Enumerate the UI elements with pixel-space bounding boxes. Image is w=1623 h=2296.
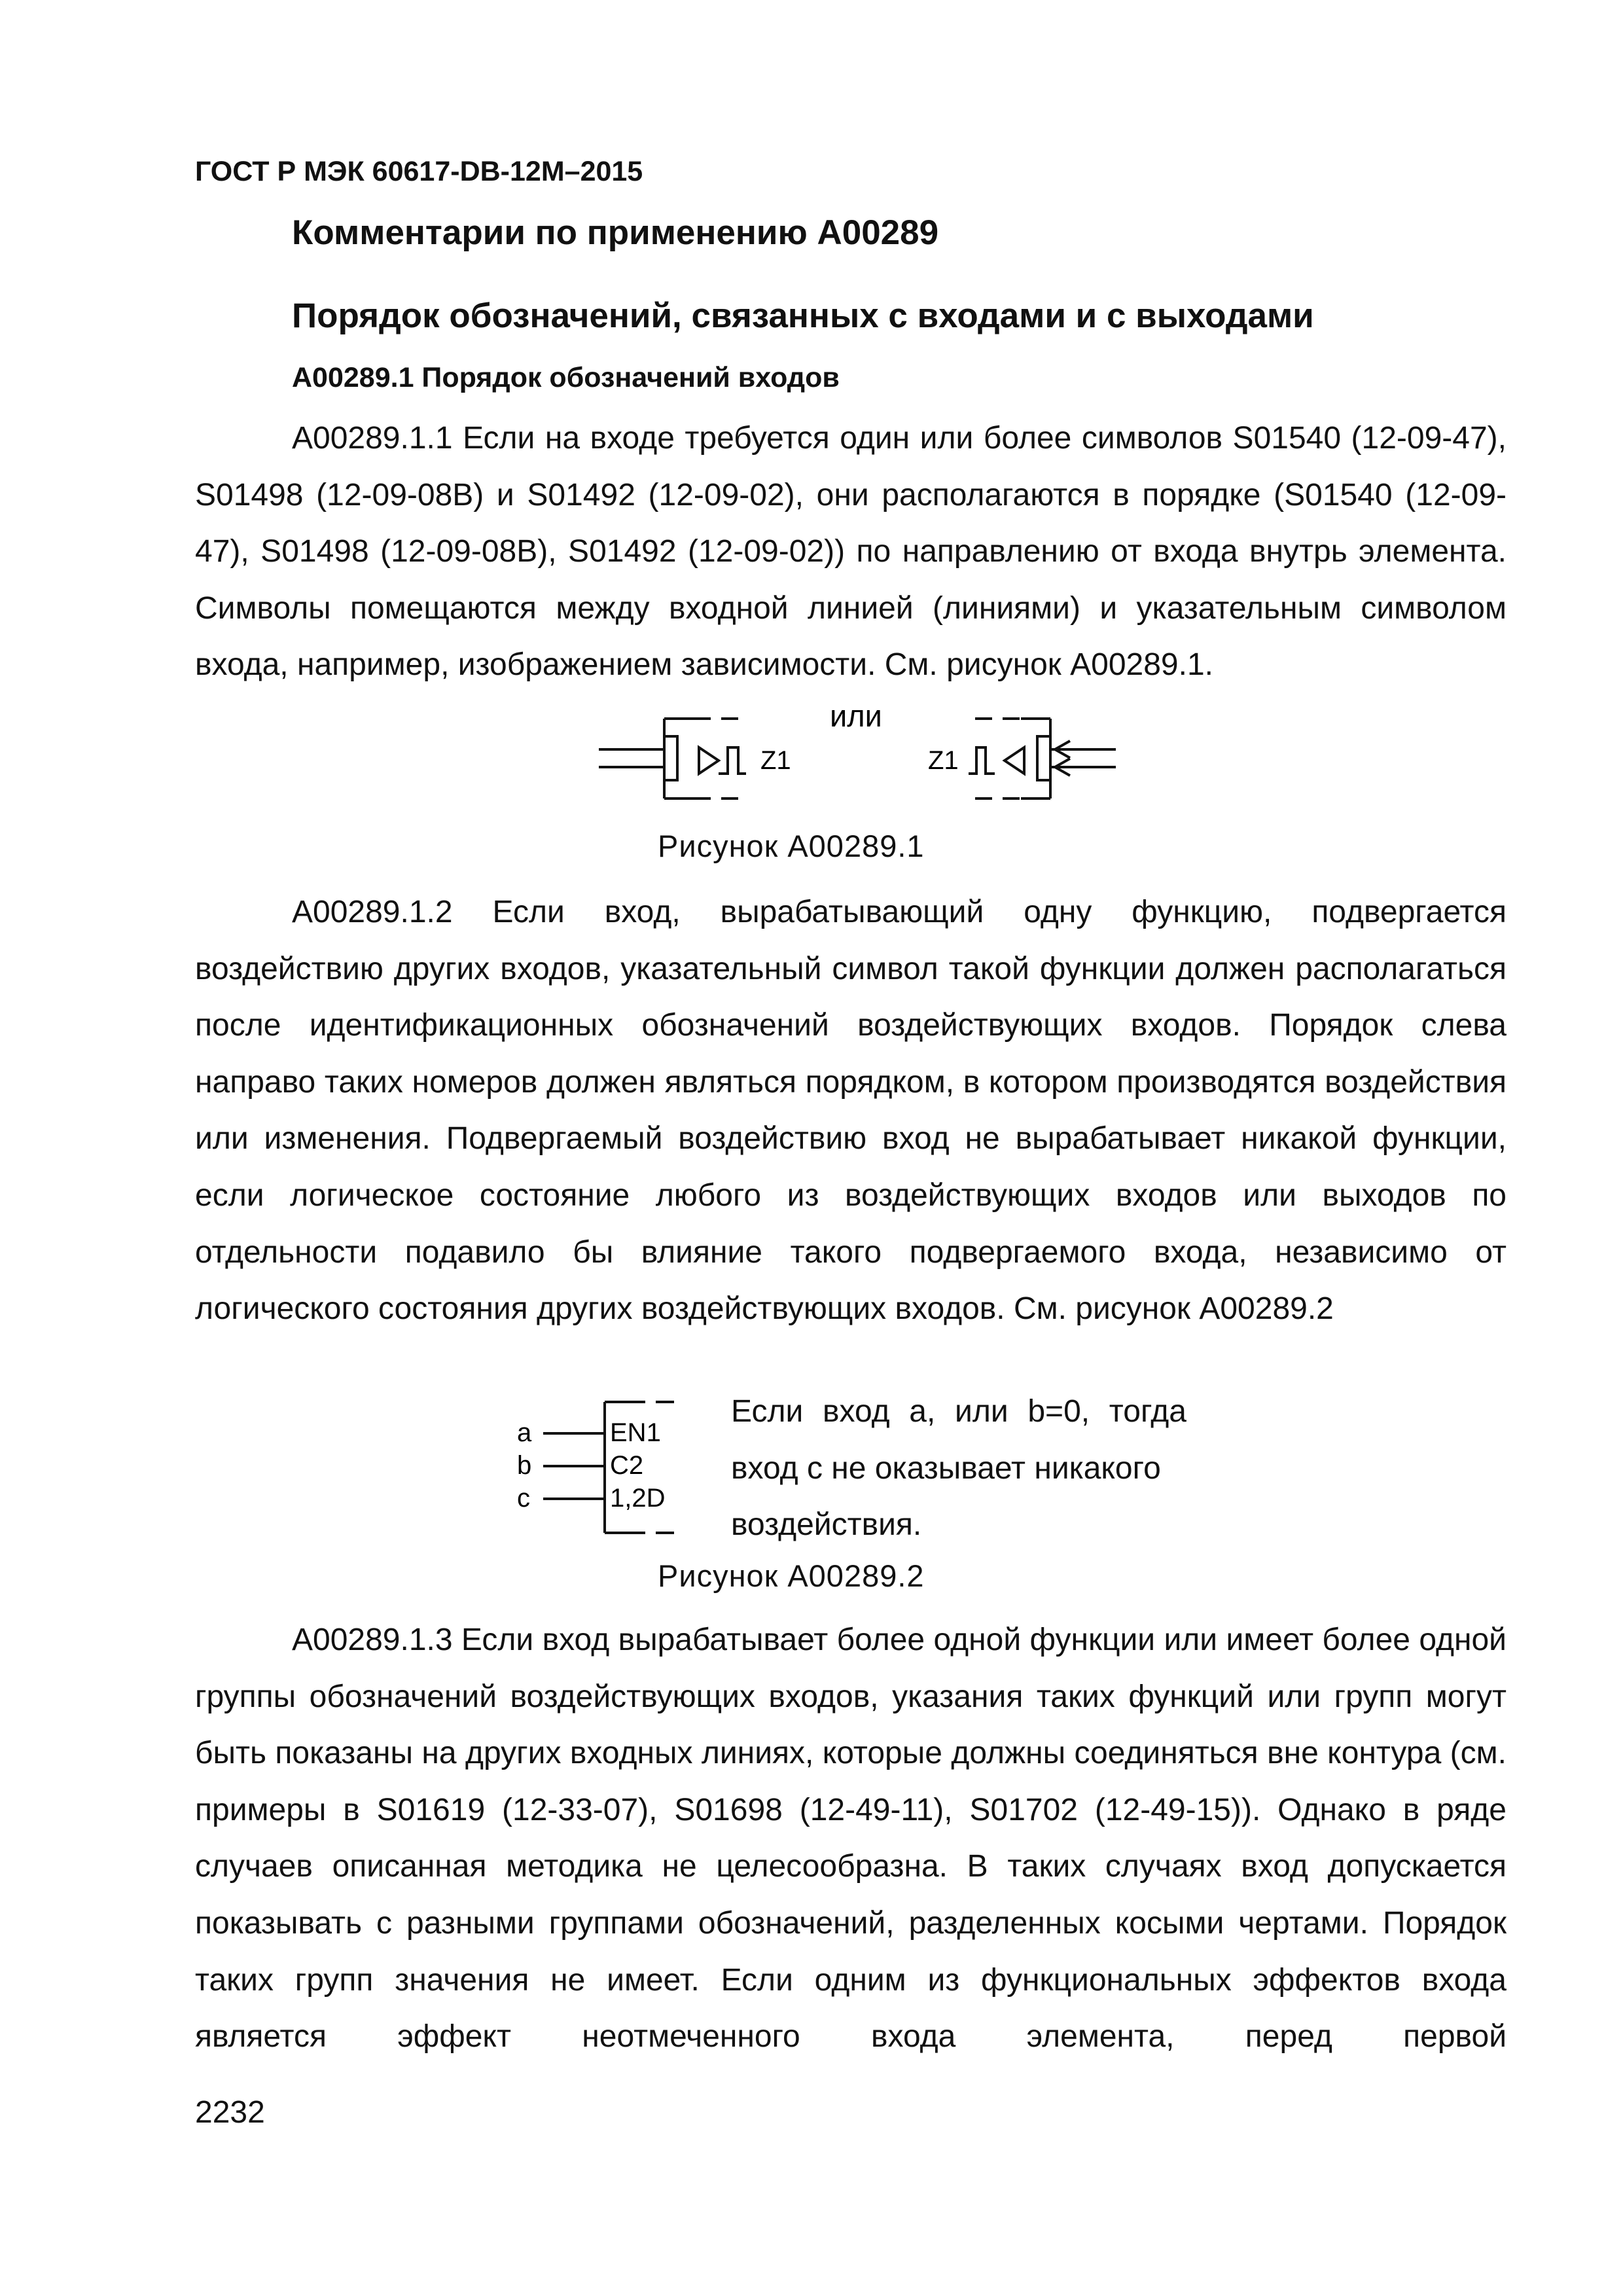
figure-1-or-label: или <box>830 700 882 733</box>
figure-2-note-line-3: воздействия. <box>731 1507 922 1543</box>
figure-2-note-line-2: вход с не оказывает никакого <box>731 1450 1161 1486</box>
figure-1-left-label: Z1 <box>760 746 791 775</box>
paragraph-3: А00289.1.3 Если вход вырабатывает более одной функции или имеет более одной группы обозначений воздействующих входов, указания таких функций или групп могут быть показаны на других входных линиях, которые должны соединяться вне контура (см. примеры в S01619 (12-33-07), S01698 (12-49-11), S01702 (12-49-15)). Однако в ряде случаев описанная методика не целесообразна. В таких случаях вход допускается показывать с разными группами обозначений, разделенных косыми чертами. Порядок таких групп значения не имеет. Если одним из функциональных эффектов входа является эффект неотмеченного входа элемента, перед первой <box>195 1623 1507 2054</box>
paragraph-1: А00289.1.1 Если на входе требуется один или более символов S01540 (12-09-47), S01498 (12-09-08В) и S01492 (12-09-02), они располагаются в порядке (S01540 (12-09-47), S01498 (12-09-08В), S01492 (12-09-02)) по направлению от входа внутрь элемента. Символы помещаются между входной линией (линиями) и указательным символом входа, например, изображением зависимости. См. рисунок А00289.1. <box>195 421 1507 683</box>
page-number: 2232 <box>195 2095 265 2130</box>
paragraph-2: А00289.1.2 Если вход, вырабатывающий одну функцию, подвергается воздействию других входов, указательный символ такой функции должен располагаться после идентификационных обозначений воздействующих входов. Порядок слева направо таких номеров должен являться порядком, в котором производятся воздействия или изменения. Подвергаемый воздействию вход не вырабатывает никакой функции, если логическое состояние любого из воздействующих входов или выходов по отдельности подавило бы влияние такого подвергаемого входа, независимо от логического состояния других воздействующих входов. См. рисунок А00289.2 <box>195 895 1507 1327</box>
figure-2-input-b: b <box>517 1451 532 1480</box>
figure-2-input-a: a <box>517 1418 532 1447</box>
figure-1-right-label: Z1 <box>928 746 959 775</box>
figure-2-note <box>731 1384 1186 1554</box>
figure-2-input-c: c <box>517 1484 530 1513</box>
figure-2-label-12d: 1,2D <box>610 1484 666 1513</box>
figure-1-diagram <box>589 700 1126 818</box>
figure-2-caption: Рисунок А00289.2 <box>658 1558 925 1593</box>
figure-2-label-c2: C2 <box>610 1451 644 1480</box>
figure-1-caption: Рисунок А00289.1 <box>658 829 925 863</box>
subsection-title: А00289.1 Порядок обозначений входов <box>292 362 840 393</box>
figure-2-diagram <box>510 1394 707 1545</box>
document-header: ГОСТ Р МЭК 60617-DB-12M–2015 <box>195 156 643 187</box>
figure-2-label-en1: EN1 <box>610 1418 661 1447</box>
figure-2-note-line-1: Если вход a, или b=0, тогда <box>731 1394 1186 1429</box>
page-title: Комментарии по применению А00289 <box>292 213 939 252</box>
section-title: Порядок обозначений, связанных с входами и с выходами <box>292 296 1314 335</box>
